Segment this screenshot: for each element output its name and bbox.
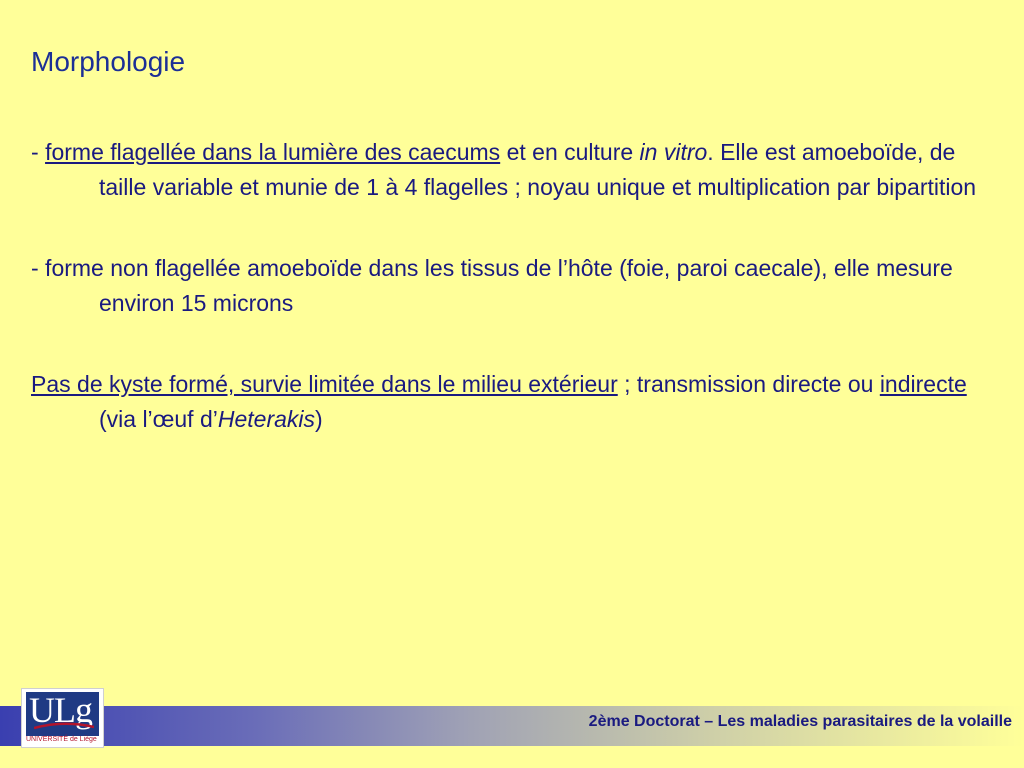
text-segment: ): [315, 406, 323, 432]
text-segment: . Elle est amoeboïde, de taille variable et munie de 1 à 4 flagelles ; noyau unique et multiplication par bipartition: [99, 139, 977, 200]
paragraph-flagellate-form: [31, 135, 991, 205]
italic-term: Heterakis: [217, 406, 316, 432]
logo-emblem: [26, 692, 99, 736]
underlined-phrase: Pas de kyste formé, survie limitée dans le milieu extérieur: [31, 371, 618, 397]
footer-text: 2ème Doctorat – Les maladies parasitaires de la volaille: [588, 713, 1012, 730]
logo-caption: UNIVERSITÉ de Liège: [26, 736, 97, 743]
university-logo: [21, 688, 104, 748]
bullet-dash: -: [31, 139, 46, 165]
logo-letters: ULg: [29, 692, 92, 730]
paragraph-non-flagellate-form: [31, 251, 991, 321]
underlined-word: indirecte: [879, 371, 967, 397]
text-segment: - forme non flagellée amoeboïde dans les tissus de l’hôte (foie, paroi caecale), elle mesure environ 15 microns: [31, 255, 953, 316]
logo-swoosh-icon: [34, 722, 94, 730]
slide-body: [31, 135, 991, 483]
text-segment: ; transmission directe ou: [617, 371, 880, 397]
paragraph-transmission: [31, 367, 991, 437]
slide-title: Morphologie: [31, 46, 186, 77]
underlined-phrase: forme flagellée dans la lumière des caecums: [45, 139, 501, 165]
italic-term: in vitro: [639, 139, 708, 165]
text-segment: (via l’œuf d’: [99, 406, 218, 432]
text-segment: et en culture: [500, 139, 640, 165]
